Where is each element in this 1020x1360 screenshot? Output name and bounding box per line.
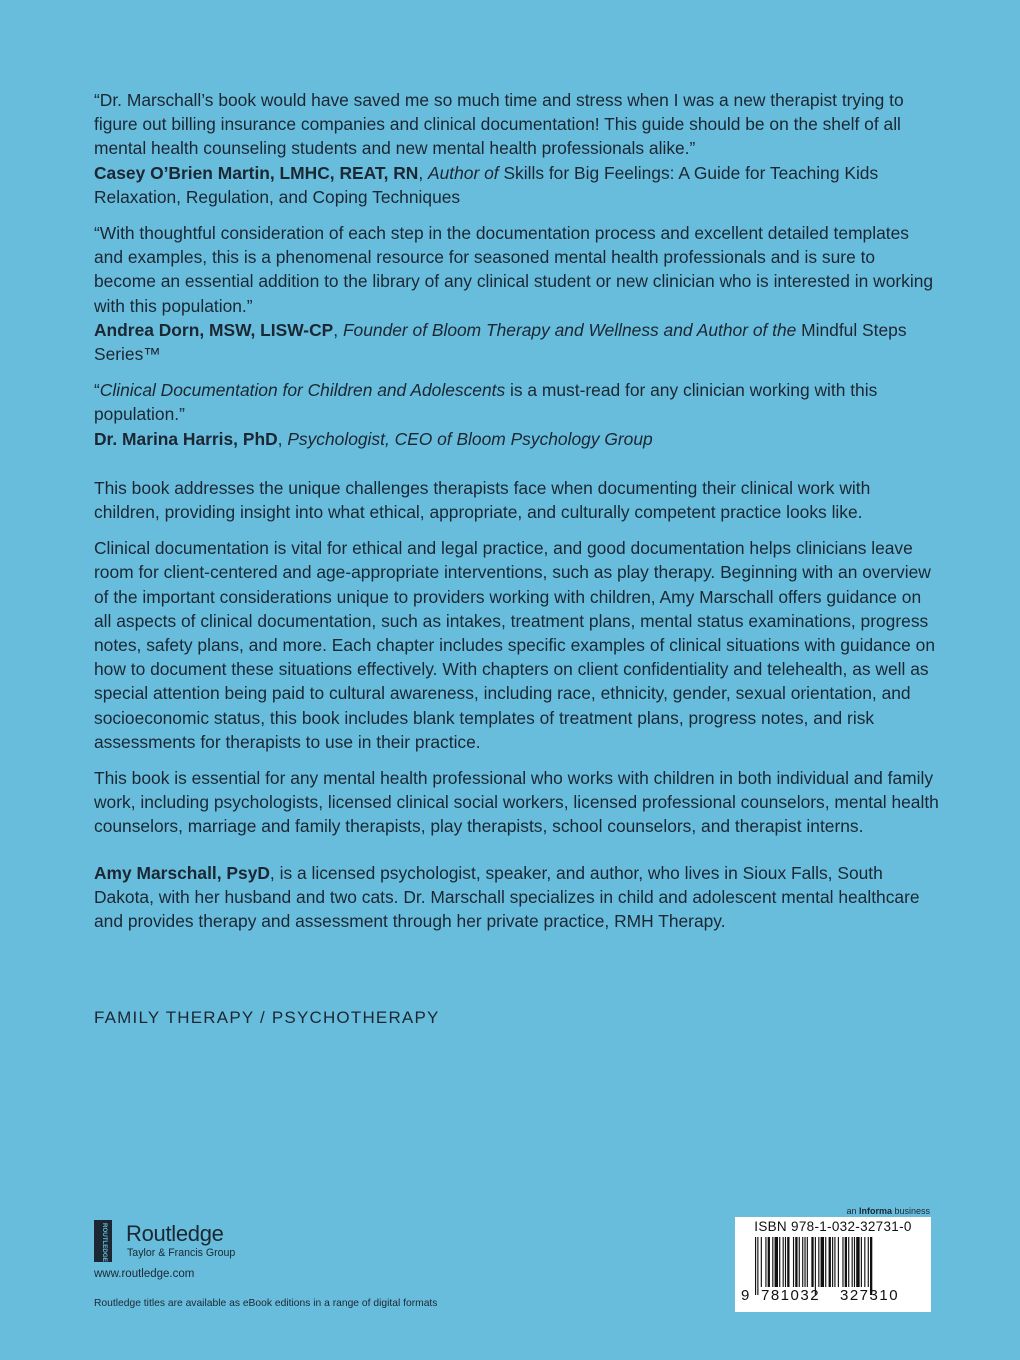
- barcode-bar: [842, 1237, 843, 1287]
- barcode-bar: [818, 1237, 819, 1287]
- description-paragraph: This book addresses the unique challenges therapists face when documenting their clinical work with children, providing insight into what ethical, appropriate, and culturally competent practice looks like.: [94, 477, 871, 523]
- barcode-bar: [834, 1237, 835, 1287]
- author-bio: Amy Marschall, PsyD, is a licensed psychologist, speaker, and author, who lives in Sioux Falls, South Dakota, with her husband and two cats. Dr. Marschall specializes in child and adolescent mental healthcare and provides therapy and assessment through her private practice, RMH Therapy.: [94, 862, 920, 932]
- isbn-text: ISBN 978-1-032-32731-0: [754, 1219, 912, 1234]
- endorsement-text: “Clinical Documentation for Children and Adolescents is a must-read for any clinician working with this population.”: [94, 380, 878, 425]
- informa-business: an Informa business: [846, 1206, 930, 1216]
- barcode-bar: [804, 1237, 805, 1287]
- barcode-bar: [799, 1237, 800, 1287]
- barcode-bar: [775, 1237, 778, 1287]
- description-paragraph: This book is essential for any mental health professional who works with children in both individual and family work, including psychologists, licensed clinical social workers, licensed professional counselors, mental health counselors, marriage and family therapists, play therapists, school counselors, and therapist interns.: [94, 768, 939, 837]
- endorsement-1: [94, 88, 939, 209]
- barcode-digit-first: 9: [741, 1287, 750, 1304]
- barcode-bar: [772, 1237, 773, 1287]
- endorsement-attribution: Casey O’Brien Martin, LMHC, REAT, RN, Author of Skills for Big Feelings: A Guide for Teaching Kids Relaxation, Regulation, and Coping Techniques: [94, 162, 879, 207]
- barcode-bar: [785, 1237, 786, 1287]
- barcode-digits-right: 327310: [840, 1287, 900, 1304]
- description-paragraph: Clinical documentation is vital for ethical and legal practice, and good documentation helps clinicians leave room for client-centered and age-appropriate interventions, such as play therapy. Beginning with an overview of the important considerations unique to providers working with children, Amy Marschall offers guidance on all aspects of clinical documentation, such as intakes, treatment plans, mental status examinations, progress notes, safety plans, and more. Each chapter includes specific examples of clinical situations with guidance on how to document these situations effectively. With chapters on client confidentiality and telehealth, as well as special attention being paid to cultural awareness, including race, ethnicity, gender, sexual orientation, and socioeconomic status, this book includes blank templates of treatment plans, progress notes, and risk assessments for therapists to use in their practice.: [94, 538, 936, 752]
- publisher-url: www.routledge.com: [94, 1268, 195, 1280]
- barcode-bar: [868, 1237, 869, 1287]
- endorsement-attribution: Andrea Dorn, MSW, LISW-CP, Founder of Bloom Therapy and Wellness and Author of the Mindful Steps Series™: [94, 319, 907, 365]
- barcode-bar: [852, 1237, 853, 1287]
- barcode-bar: [787, 1237, 789, 1287]
- routledge-logo-icon: [94, 1220, 116, 1262]
- author-name: Amy Marschall, PsyD: [94, 862, 270, 883]
- barcode-bar: [757, 1237, 758, 1295]
- barcode-bar: [832, 1237, 833, 1287]
- barcode-bar: [761, 1237, 762, 1287]
- endorsement-2: [94, 221, 939, 366]
- barcode-bar: [779, 1237, 780, 1287]
- barcode-bar: [765, 1237, 766, 1287]
- endorsement-text: “With thoughtful consideration of each step in the documentation process and excellent detailed templates and examples, this is a phenomenal resource for seasoned mental health professionals and is sure to become an essential addition to the library of any clinical student or new clinician who is interested in working with this population.”: [94, 223, 934, 316]
- publisher-name: Routledge: [126, 1221, 224, 1246]
- barcode-bar: [861, 1237, 862, 1287]
- barcode-bar: [768, 1237, 770, 1287]
- publisher-logo: [94, 1220, 254, 1262]
- endorser-role: Psychologist, CEO of Bloom Psychology Group: [287, 428, 653, 449]
- endorser-name: Casey O’Brien Martin, LMHC, REAT, RN: [94, 162, 419, 183]
- barcode-bar: [807, 1237, 808, 1287]
- ebook-note: Routledge titles are available as eBook editions in a range of digital formats: [94, 1298, 438, 1309]
- barcode-bar: [854, 1237, 855, 1287]
- endorser-role: Author of: [428, 162, 499, 183]
- publisher-group: Taylor & Francis Group: [127, 1247, 236, 1259]
- endorser-name: Andrea Dorn, MSW, LISW-CP: [94, 319, 334, 340]
- barcode-bar: [829, 1237, 831, 1287]
- book-title: Clinical Documentation for Children and Adolescents: [99, 380, 506, 401]
- logo-vertical-text: ROUTLEDGE: [101, 1223, 108, 1262]
- barcode-bar: [783, 1237, 784, 1287]
- barcode-bar: [793, 1237, 794, 1287]
- barcode-bar: [856, 1237, 859, 1287]
- barcode-bar: [802, 1237, 803, 1287]
- endorsement-text: “Dr. Marschall’s book would have saved me so much time and stress when I was a new therapist trying to figure out billing insurance companies and clinical documentation! This guide should be on the shelf of all mental health counseling students and new mental health professionals alike.”: [94, 90, 904, 159]
- barcode-digits-left: 781032: [761, 1287, 821, 1304]
- barcode-bar: [848, 1237, 849, 1287]
- barcode-bar: [838, 1237, 839, 1287]
- endorsement-attribution: Dr. Marina Harris, PhD, Psychologist, CEO of Bloom Psychology Group: [94, 428, 653, 449]
- endorsement-3: [94, 378, 939, 451]
- subject-category: FAMILY THERAPY / PSYCHOTHERAPY: [94, 1008, 440, 1027]
- barcode-bar: [755, 1237, 756, 1295]
- endorser-name: Dr. Marina Harris, PhD: [94, 428, 278, 449]
- endorser-book: Mindful Steps Series™: [94, 319, 907, 365]
- barcode: [735, 1217, 931, 1312]
- barcode-bar: [825, 1237, 826, 1287]
- endorser-role: Founder of Bloom Therapy and Wellness and Author of the: [342, 319, 797, 340]
- barcode-bar: [821, 1237, 824, 1287]
- barcode-bar: [795, 1237, 797, 1287]
- barcode-bar: [811, 1237, 813, 1287]
- barcode-bar: [845, 1237, 847, 1287]
- endorser-book: Skills for Big Feelings: A Guide for Teaching Kids Relaxation, Regulation, and Coping Techniques: [94, 162, 879, 207]
- back-cover-text: [94, 88, 939, 945]
- barcode-bar: [864, 1237, 865, 1287]
